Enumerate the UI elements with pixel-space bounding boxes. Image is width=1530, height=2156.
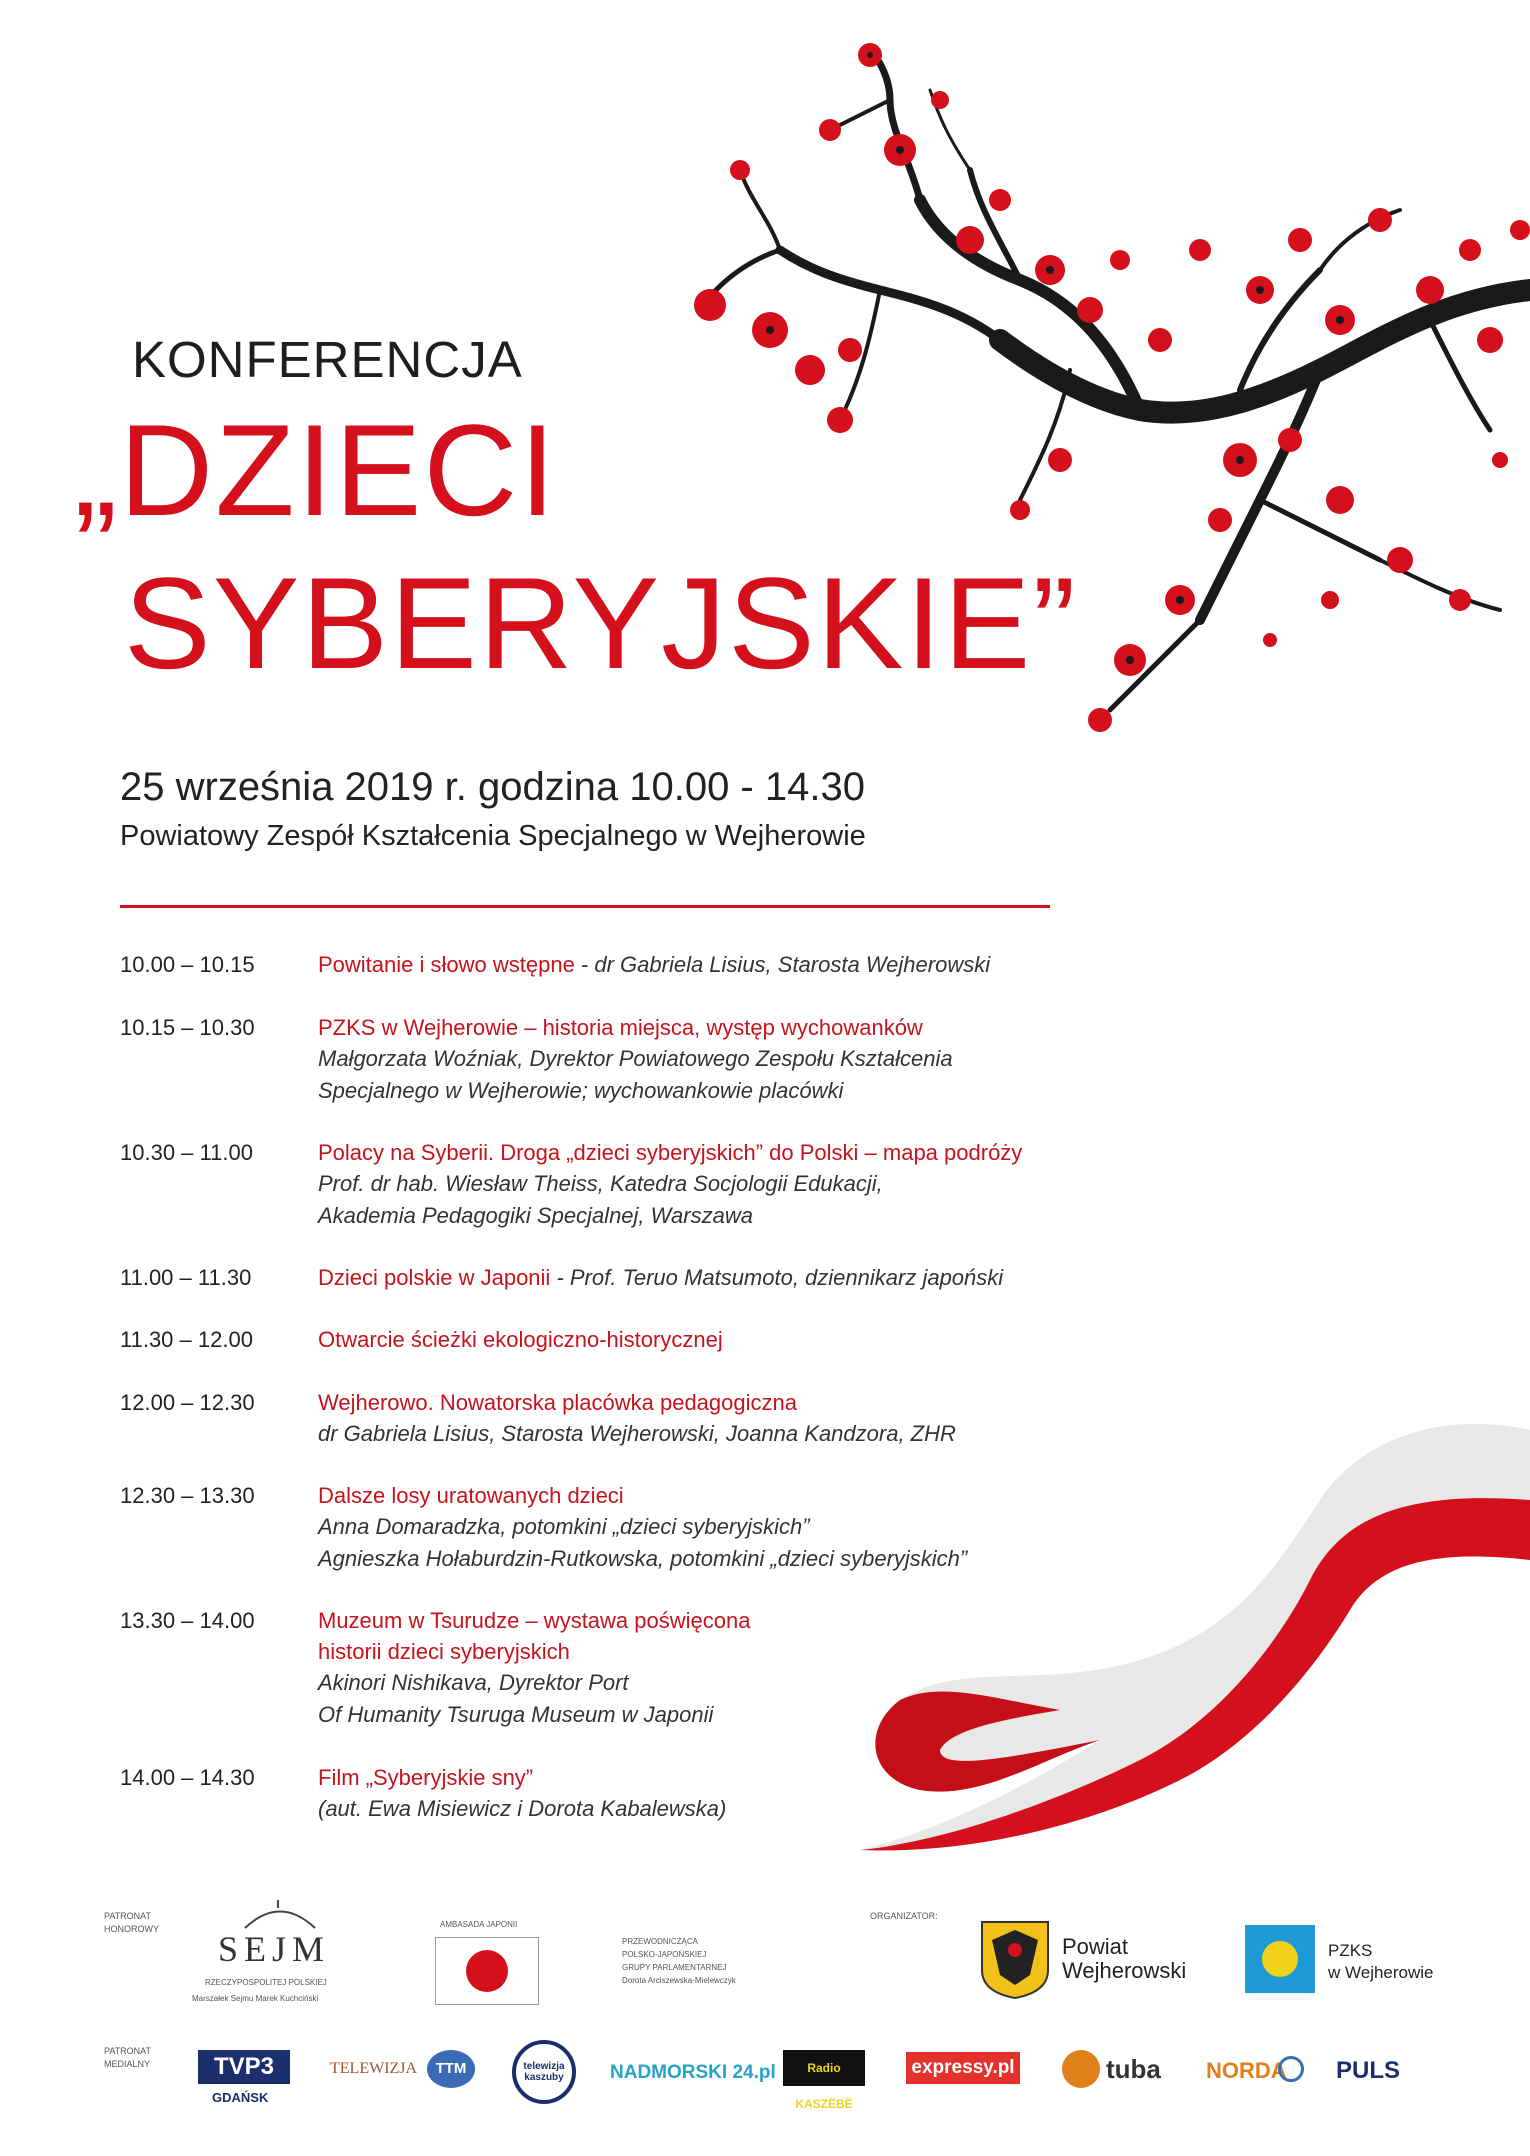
program-title: PZKS w Wejherowie – historia miejsca, występ wychowanków <box>318 1015 923 1040</box>
embassy-label: AMBASADA JAPONII <box>440 1920 518 1929</box>
program-time: 10.15 – 10.30 <box>120 1015 255 1040</box>
program-detail: Akademia Pedagogiki Specjalnej, Warszawa <box>318 1203 753 1228</box>
program-time: 11.00 – 11.30 <box>120 1265 252 1290</box>
telewizja-ttm-text: TELEWIZJA <box>330 2060 418 2077</box>
conference-label: KONFERENCJA <box>132 331 523 388</box>
norda-fm-icon <box>1278 2056 1304 2082</box>
event-venue: Powiatowy Zespół Kształcenia Specjalnego w Wejherowie <box>120 820 866 852</box>
pzks-logo <box>1245 1925 1315 1993</box>
polish-flag-ribbon <box>840 1410 1530 1860</box>
powiat-coat-of-arms-icon <box>980 1920 1050 2000</box>
chair-label: PRZEWODNICZĄCA POLSKO-JAPOŃSKIEJ GRUPY PARLAMENTARNEJ Dorota Arciszewska-Mielewczyk <box>622 1937 736 1985</box>
program-detail: Anna Domaradzka, potomkini „dzieci syberyjskich” <box>318 1514 810 1539</box>
program-title: Muzeum w Tsurudze – wystawa poświęcona <box>318 1608 751 1633</box>
program-time: 13.30 – 14.00 <box>120 1608 255 1633</box>
puls-logo: PULS <box>1336 2057 1401 2084</box>
program-detail: Prof. dr hab. Wiesław Theiss, Katedra Socjologii Edukacji, <box>318 1171 883 1196</box>
divider <box>120 905 1050 908</box>
radio-kaszebe-logo: Radio KASZËBË <box>783 2050 865 2086</box>
program-detail: (aut. Ewa Misiewicz i Dorota Kabalewska) <box>318 1796 727 1821</box>
title-line-2: SYBERYJSKIE” <box>124 550 1078 696</box>
patron-media-label: PATRONAT MEDIALNY <box>104 2046 151 2069</box>
telewizja-kaszuby-logo: telewizja kaszuby <box>512 2040 576 2104</box>
program-detail: Małgorzata Woźniak, Dyrektor Powiatowego Zespołu Kształcenia <box>318 1046 953 1071</box>
program-detail: Specjalnego w Wejherowie; wychowankowie placówki <box>318 1078 844 1103</box>
program-time: 14.00 – 14.30 <box>120 1765 255 1790</box>
program-time: 10.00 – 10.15 <box>120 952 255 977</box>
tuba-logo: tuba <box>1106 2054 1161 2084</box>
program-title: Polacy na Syberii. Droga „dzieci syberyjskich” do Polski – mapa podróży <box>318 1140 1023 1165</box>
expressy-logo: expressy.pl <box>906 2052 1020 2084</box>
program-title: Otwarcie ścieżki ekologiczno-historycznej <box>318 1327 723 1352</box>
program-title-cont: historii dzieci syberyjskich <box>318 1639 570 1664</box>
tuba-icon <box>1062 2050 1100 2088</box>
program-time: 12.30 – 13.30 <box>120 1483 255 1508</box>
program-detail: dr Gabriela Lisius, Starosta Wejherowski, Joanna Kandzora, ZHR <box>318 1421 956 1446</box>
program-title: Film „Syberyjskie sny” <box>318 1765 534 1790</box>
title-line-1: „DZIECI <box>74 397 558 543</box>
program-time: 10.30 – 11.00 <box>120 1140 253 1165</box>
pzks-name: PZKS w Wejherowie <box>1328 1941 1434 1982</box>
tvp3-city: GDAŃSK <box>212 2090 269 2105</box>
program-detail: Of Humanity Tsuruga Museum w Japonii <box>318 1702 714 1727</box>
program-detail: Agnieszka Hołaburdzin-Rutkowska, potomkini „dzieci syberyjskich” <box>318 1546 968 1571</box>
ttm-logo: TTM <box>427 2050 475 2088</box>
event-date: 25 września 2019 r. godzina 10.00 - 14.30 <box>120 765 865 809</box>
program-title: Dalsze losy uratowanych dzieci <box>318 1483 624 1508</box>
japan-flag <box>435 1937 539 2005</box>
norda-logo: NORDA <box>1206 2058 1287 2083</box>
organizer-label: ORGANIZATOR: <box>870 1911 938 1921</box>
sejm-dome-icon <box>240 1900 320 1930</box>
program-time: 12.00 – 12.30 <box>120 1390 255 1415</box>
powiat-name: Powiat Wejherowski <box>1062 1934 1187 1983</box>
program-time: 11.30 – 12.00 <box>120 1327 253 1352</box>
pzks-sun-icon <box>1262 1941 1298 1977</box>
japan-sun-icon <box>466 1950 508 1992</box>
patron-honorary-label: PATRONAT HONOROWY <box>104 1911 159 1934</box>
program-detail: Akinori Nishikava, Dyrektor Port <box>318 1670 629 1695</box>
tvp3-logo: TVP3 <box>198 2050 290 2084</box>
program-title: Wejherowo. Nowatorska placówka pedagogiczna <box>318 1390 797 1415</box>
nadmorski-logo: NADMORSKI 24.pl <box>610 2062 776 2083</box>
program-title: Powitanie i słowo wstępne - dr Gabriela Lisius, Starosta Wejherowski <box>318 952 991 977</box>
program-title: Dzieci polskie w Japonii - Prof. Teruo Matsumoto, dziennikarz japoński <box>318 1265 1004 1290</box>
